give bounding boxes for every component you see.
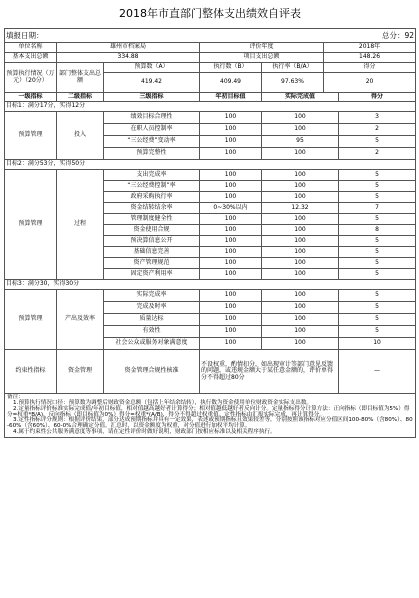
goal3-level2: 产出及效率 bbox=[57, 290, 104, 350]
goal2-actual: 100 bbox=[262, 170, 339, 181]
goal1-score: 3 bbox=[339, 112, 416, 124]
goal3-actual: 100 bbox=[262, 314, 339, 326]
goal2-score: 5 bbox=[339, 269, 416, 280]
note-item: 3.定性指标评分规则：根据评价结果，部分达成预期指标并具有一定效果，表述或预期指标且效果较差等，分别按照该指标对应分值区间100-80%（含80%）、80-60%（含60%）、60-0%合理确定分值。汇总时，以资金额度为权重，对分值进行加权平均计算。 bbox=[7, 417, 413, 430]
goal3-indicator: 实际完成率 bbox=[104, 290, 200, 302]
goal2-level2: 过程 bbox=[57, 170, 104, 280]
goal3-score: 5 bbox=[339, 290, 416, 302]
goal2-indicator: 资金使用合规 bbox=[104, 225, 200, 236]
goal3-actual: 100 bbox=[262, 290, 339, 302]
budget-value-b: 409.49 bbox=[200, 73, 262, 93]
constraint-score: — bbox=[339, 350, 416, 394]
goal1-label: 目标1：满分17分，实得12分 bbox=[5, 102, 416, 112]
goal2-score: 8 bbox=[339, 225, 416, 236]
budget-execution-label: 预算执行情况（万元）（20分） bbox=[5, 63, 57, 93]
project-expense-value: 148.26 bbox=[324, 53, 416, 63]
goal3-target: 100 bbox=[200, 302, 262, 314]
goal1-score: 2 bbox=[339, 124, 416, 136]
total-score bbox=[339, 29, 416, 43]
header-level1: 一级指标 bbox=[5, 93, 57, 102]
goal3-indicator: 社会公众或服务对象满意度 bbox=[104, 338, 200, 350]
goal2-indicator: 基础信息完善 bbox=[104, 247, 200, 258]
goal1-actual: 95 bbox=[262, 136, 339, 148]
goal1-indicator: “三公经费”变动率 bbox=[104, 136, 200, 148]
goal2-target: 100 bbox=[200, 170, 262, 181]
unit-name-label: 单位名称 bbox=[5, 43, 57, 53]
goal2-score: 5 bbox=[339, 236, 416, 247]
goal2-actual: 100 bbox=[262, 247, 339, 258]
goal1-actual: 100 bbox=[262, 112, 339, 124]
goal2-target: 100 bbox=[200, 236, 262, 247]
note-item: 1.预算执行情况口径：预算数为调整后财政资金总额（包括上年结余结转），执行数为资金使用单位财政资金实际支出数。 bbox=[13, 399, 313, 406]
goal1-level2: 投入 bbox=[57, 112, 104, 160]
goal2-indicator: 支出完成率 bbox=[104, 170, 200, 181]
constraint-level3: 资金管理合规性核准 bbox=[104, 350, 200, 394]
goal1-target: 100 bbox=[200, 136, 262, 148]
header-target: 年初目标值 bbox=[200, 93, 262, 102]
goal2-indicator: 管理制度健全性 bbox=[104, 214, 200, 225]
budget-value-rate: 97.63% bbox=[262, 73, 324, 93]
goal2-target: 100 bbox=[200, 181, 262, 192]
note-item: 2.定量指标评价标准实际完成值/年初目标值，相对值越高越好者计算得分；相对值越低越好者反向计分。定量指标得分计算方法：正向指标（即目标值为5%）得分=权重*B/A)，反向指标（即目标值为0%）得分=权重*(A/B)，得分不得超过权重值。定性指标由汇报实际完成，再计算得分。 bbox=[7, 405, 410, 418]
budget-value-a: 419.42 bbox=[104, 73, 200, 93]
goal1-indicator: 预算完整性 bbox=[104, 148, 200, 160]
goal3-actual: 100 bbox=[262, 338, 339, 350]
total-score-label: 总分： bbox=[382, 30, 405, 40]
eval-year-value: 2018年 bbox=[324, 43, 416, 53]
budget-value-score: 20 bbox=[324, 73, 416, 93]
goal2-score: 5 bbox=[339, 181, 416, 192]
goal2-indicator: 政府采购执行率 bbox=[104, 192, 200, 203]
budget-col-b: 执行数（B） bbox=[200, 63, 262, 73]
goal3-score: 5 bbox=[339, 314, 416, 326]
goal2-score: 5 bbox=[339, 247, 416, 258]
goal3-label: 目标3：满分30，实得30分 bbox=[5, 280, 416, 290]
goal1-score: 5 bbox=[339, 136, 416, 148]
goal1-target: 100 bbox=[200, 148, 262, 160]
constraint-level1: 约束性指标 bbox=[5, 350, 57, 394]
goal2-target: 100 bbox=[200, 258, 262, 269]
goal3-target: 100 bbox=[200, 326, 262, 338]
goal2-label: 目标2：满分53分，实得50分 bbox=[5, 160, 416, 170]
notes bbox=[5, 394, 416, 438]
goal3-target: 100 bbox=[200, 338, 262, 350]
goal2-target: 100 bbox=[200, 247, 262, 258]
goal2-score: 7 bbox=[339, 203, 416, 214]
goal2-actual: 100 bbox=[262, 181, 339, 192]
goal2-indicator: 预决算信息公开 bbox=[104, 236, 200, 247]
goal3-indicator: 完成及时率 bbox=[104, 302, 200, 314]
goal2-target: 0~30%以内 bbox=[200, 203, 262, 214]
goal2-indicator: 资产管理规范 bbox=[104, 258, 200, 269]
goal2-target: 100 bbox=[200, 269, 262, 280]
goal3-target: 100 bbox=[200, 290, 262, 302]
goal3-score: 5 bbox=[339, 302, 416, 314]
budget-col-score: 得分 bbox=[324, 63, 416, 73]
goal2-score: 5 bbox=[339, 192, 416, 203]
goal1-target: 100 bbox=[200, 124, 262, 136]
basic-expense-value: 334.88 bbox=[57, 53, 200, 63]
header-actual: 实际完成值 bbox=[262, 93, 339, 102]
goal2-actual: 100 bbox=[262, 258, 339, 269]
goal1-actual: 100 bbox=[262, 148, 339, 160]
goal2-target: 100 bbox=[200, 225, 262, 236]
goal2-actual: 100 bbox=[262, 236, 339, 247]
goal3-level1: 预算管理 bbox=[5, 290, 57, 350]
goal2-score: 5 bbox=[339, 170, 416, 181]
goal2-score: 5 bbox=[339, 214, 416, 225]
evaluation-table bbox=[4, 0, 416, 438]
budget-col-a: 预算数（A） bbox=[104, 63, 200, 73]
goal2-level1: 预算管理 bbox=[5, 170, 57, 280]
goal2-target: 100 bbox=[200, 192, 262, 203]
goal3-indicator: 质量达标 bbox=[104, 314, 200, 326]
project-expense-label: 项目支出总额 bbox=[200, 53, 324, 63]
goal2-indicator: “三公经费控制”率 bbox=[104, 181, 200, 192]
fill-date-label: 填报日期： bbox=[5, 29, 200, 43]
goal2-actual: 100 bbox=[262, 269, 339, 280]
eval-year-label: 评价年度 bbox=[200, 43, 324, 53]
note-item: 4.属于约束性公共服务满意度等事项，请在定性评价时做好说明，财政部门按相应标准以及相关程序执行。 bbox=[13, 429, 276, 436]
goal2-indicator: 资金结转结余率 bbox=[104, 203, 200, 214]
goal3-indicator: 有效性 bbox=[104, 326, 200, 338]
goal1-score: 2 bbox=[339, 148, 416, 160]
page-title: 2018年市直部门整体支出绩效自评表 bbox=[119, 7, 302, 21]
goal3-target: 100 bbox=[200, 314, 262, 326]
header-score: 得分 bbox=[339, 93, 416, 102]
goal3-score: 5 bbox=[339, 326, 416, 338]
unit-name-value: 雄州市档案局 bbox=[57, 43, 200, 53]
dept-total-label: 部门整体支出总额 bbox=[57, 63, 104, 93]
goal3-actual: 100 bbox=[262, 326, 339, 338]
constraint-level2: 资金管理 bbox=[57, 350, 104, 394]
goal2-actual: 100 bbox=[262, 192, 339, 203]
goal2-actual: 12.32 bbox=[262, 203, 339, 214]
constraint-text: 不设权重，酌情扣分，如出现审计等部门意见反馈的问题，或违规金额大于某任意金额的，评价单得分不得超过80分 bbox=[200, 350, 339, 394]
goal1-indicator: 在职人员控制率 bbox=[104, 124, 200, 136]
basic-expense-label: 基本支出总额 bbox=[5, 53, 57, 63]
goal2-indicator: 固定资产利用率 bbox=[104, 269, 200, 280]
goal1-indicator: 绩效目标合理性 bbox=[104, 112, 200, 124]
header-level3: 三级指标 bbox=[104, 93, 200, 102]
goal2-score: 5 bbox=[339, 258, 416, 269]
goal3-actual: 100 bbox=[262, 302, 339, 314]
budget-col-rate: 执行率（B/A） bbox=[262, 63, 324, 73]
goal2-target: 100 bbox=[200, 214, 262, 225]
goal1-level1: 预算管理 bbox=[5, 112, 57, 160]
goal2-actual: 100 bbox=[262, 225, 339, 236]
header-level2: 二级指标 bbox=[57, 93, 104, 102]
goal1-target: 100 bbox=[200, 112, 262, 124]
goal2-actual: 100 bbox=[262, 214, 339, 225]
notes-label: 备注： bbox=[7, 394, 24, 400]
goal3-score: 10 bbox=[339, 338, 416, 350]
total-score-value: 92 bbox=[404, 30, 415, 40]
goal1-actual: 100 bbox=[262, 124, 339, 136]
